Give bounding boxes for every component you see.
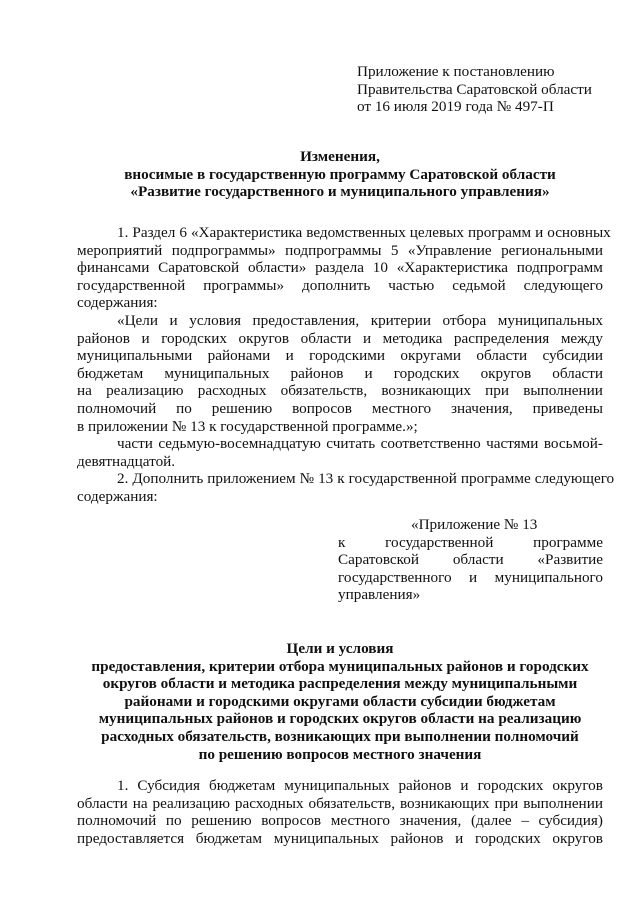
word: бюджетам [209, 777, 276, 794]
text-line [77, 277, 603, 295]
word: восьмой- [543, 435, 603, 453]
word: государственной [77, 276, 186, 294]
word: области [476, 347, 528, 365]
word: решению [191, 812, 252, 830]
word: отбора [442, 311, 487, 329]
word: городских [393, 364, 460, 382]
word: предоставления, [252, 311, 360, 329]
word: обязательств, [308, 794, 396, 812]
text-line: «Приложение № 13 [411, 516, 538, 533]
word: муниципальными [77, 347, 193, 365]
word: и [141, 329, 150, 347]
text-line: в приложении № 13 к государственной программе.»; [77, 417, 418, 435]
word: Саратовской [338, 551, 419, 569]
text-line: расходных обязательств, возникающих при выполнении полномочий [101, 727, 579, 745]
text-line [77, 400, 603, 418]
text-line [77, 365, 603, 383]
word: области [77, 794, 128, 812]
word: области» [247, 259, 307, 277]
text-line: Изменения, [300, 148, 380, 165]
word: полномочий [77, 399, 157, 417]
quoted-paragraph [77, 312, 603, 435]
word: программ [467, 224, 532, 241]
word: выполнении [523, 382, 603, 400]
section-title [70, 640, 610, 763]
text-line [77, 777, 603, 795]
word: основных [547, 224, 611, 241]
word: и [364, 364, 373, 382]
word: к [338, 533, 346, 551]
appendix-header [357, 63, 592, 116]
word: возникающих [381, 382, 471, 400]
text-line: содержания: [77, 487, 158, 505]
word: программе [533, 533, 603, 551]
word: Раздел [132, 224, 176, 241]
word: мероприятий [77, 241, 163, 259]
word: Субсидия [137, 777, 200, 794]
word: подпрограмм [516, 259, 603, 277]
word: частью [388, 276, 435, 294]
word: муниципальных [497, 311, 603, 329]
text-line [77, 382, 603, 400]
word: по [176, 399, 192, 417]
paragraph-1 [77, 224, 611, 312]
word: седьмой [452, 276, 506, 294]
text-line: содержания: [77, 294, 158, 312]
paragraph-renumber [77, 435, 603, 470]
word: области [300, 329, 352, 347]
text-line: «Развитие государственного и муниципального управления» [130, 183, 550, 201]
word: подпрограммы [285, 241, 382, 259]
word: округов [238, 329, 290, 347]
word: округами [400, 347, 462, 365]
text-line [338, 551, 603, 569]
text-line [77, 830, 603, 848]
text-line: от 16 июля 2019 года № 497-П [357, 98, 554, 116]
word: «Цели [117, 311, 159, 329]
word: «Характеристика [396, 259, 509, 277]
word: полномочий [77, 812, 157, 830]
word: и [285, 347, 294, 365]
text-line: округов области и методика распределения между муниципальными [102, 675, 578, 693]
word: возникающих [399, 794, 490, 812]
word: бюджетам [77, 364, 144, 382]
word: и [362, 329, 372, 347]
word: бюджетам [195, 829, 263, 847]
word: 6 [179, 224, 187, 241]
word: по [165, 812, 182, 830]
word: части [117, 435, 153, 453]
word: Дополнить [132, 470, 204, 488]
word: следующего [534, 470, 615, 488]
word: программе [460, 470, 531, 488]
word: ведомственных [306, 224, 406, 241]
text-line: Цели и условия [286, 640, 394, 657]
word: районов [77, 329, 130, 347]
word: соответственно [380, 435, 481, 453]
word: и [535, 224, 544, 241]
word: подпрограммы» [171, 241, 276, 259]
word: субсидии [542, 347, 603, 365]
word: «Развитие [537, 551, 603, 569]
word: местного [330, 812, 391, 830]
word: государственной [385, 533, 494, 551]
text-line [338, 534, 603, 552]
word: городских [477, 777, 544, 794]
text-line: управления» [338, 586, 421, 604]
word: районов [290, 364, 344, 382]
word: приложением [207, 470, 296, 488]
word: области [452, 551, 504, 569]
word: к [337, 470, 345, 488]
word: 1. [117, 224, 129, 241]
text-line: девятнадцатой. [77, 452, 176, 470]
text-line: Правительства Саратовской области [357, 80, 592, 98]
word: области [552, 364, 603, 382]
word: городскими [309, 347, 386, 365]
word: 2. [117, 470, 129, 488]
word: городских [161, 329, 227, 347]
paragraph-2 [77, 470, 615, 505]
text-line [77, 347, 603, 365]
word: № [299, 470, 315, 488]
text-line [338, 569, 603, 587]
text-line [77, 795, 603, 813]
word: округов [552, 777, 603, 794]
word: «Характеристика [190, 224, 303, 241]
word: распределения [453, 329, 550, 347]
word: муниципальных [284, 777, 390, 794]
word: методика [382, 329, 443, 347]
word: при [485, 382, 509, 400]
text-line [77, 330, 603, 348]
annex-header [338, 516, 603, 604]
word: и [460, 777, 469, 794]
document-title [60, 148, 620, 201]
section-paragraph-1 [77, 777, 603, 847]
word: вопросов [292, 399, 352, 417]
text-line [77, 242, 603, 260]
word: при [494, 794, 519, 812]
word: между [560, 329, 603, 347]
word: Саратовской [158, 259, 240, 277]
text-line: по решению вопросов местного значения [198, 745, 482, 763]
word: на [132, 794, 148, 812]
word: финансами [77, 259, 150, 277]
word: муниципальных [273, 829, 379, 847]
word: – [521, 812, 529, 830]
word: считать [326, 435, 376, 453]
text-line [77, 470, 615, 488]
word: государственного [338, 568, 452, 586]
word: целевых [409, 224, 464, 241]
word: 1. [117, 777, 129, 794]
word: районов [398, 777, 452, 794]
word: округов [552, 829, 603, 847]
text-line [77, 224, 611, 242]
word: следующего [523, 276, 603, 294]
word: значения, [451, 399, 513, 417]
word: решению [211, 399, 273, 417]
text-line: предоставления, критерии отбора муниципальных районов и городских [91, 657, 589, 675]
word: выполнении [523, 794, 603, 812]
word: (далее [470, 812, 512, 830]
word: государственной [348, 470, 457, 488]
word: реализацию [152, 794, 230, 812]
amendments-body [77, 224, 615, 506]
word: расходных [234, 794, 304, 812]
text-line [77, 812, 603, 830]
word: округов [480, 364, 532, 382]
word: «Управление [407, 241, 492, 259]
word: вопросов [261, 812, 322, 830]
word: дополнить [302, 276, 371, 294]
word: и [455, 829, 464, 847]
word: районов [390, 829, 444, 847]
word: районами [207, 347, 271, 365]
text-line [77, 312, 603, 330]
text-line: вносимые в государственную программу Саратовской области [124, 165, 556, 183]
text-line: районами и городскими округами области субсидии бюджетам [124, 692, 556, 710]
word: программы» [203, 276, 285, 294]
word: субсидия) [538, 812, 603, 830]
word: значения, [399, 812, 462, 830]
text-line: муниципальных районов и городских округов области на реализацию [98, 710, 582, 728]
word: седьмую-восемнадцатую [158, 435, 321, 453]
word: на [77, 382, 92, 400]
word: условия [189, 311, 242, 329]
word: 5 [390, 241, 399, 259]
word: 10 [372, 259, 388, 277]
word: приведены [532, 399, 603, 417]
word: 13 [318, 470, 334, 488]
word: обязательств, [280, 382, 368, 400]
word: местного [371, 399, 432, 417]
text-line: Приложение к постановлению [357, 63, 555, 80]
text-line [77, 435, 603, 453]
word: региональными [501, 241, 603, 259]
word: раздела [315, 259, 364, 277]
word: критерии [370, 311, 432, 329]
word: расходных [197, 382, 267, 400]
word: городских [474, 829, 541, 847]
word: предоставляется [77, 829, 185, 847]
text-line [77, 259, 603, 277]
word: и [469, 568, 478, 586]
word: реализацию [106, 382, 184, 400]
word: и [169, 311, 178, 329]
word: частями [486, 435, 539, 453]
word: муниципальных [164, 364, 270, 382]
word: муниципального [494, 568, 603, 586]
